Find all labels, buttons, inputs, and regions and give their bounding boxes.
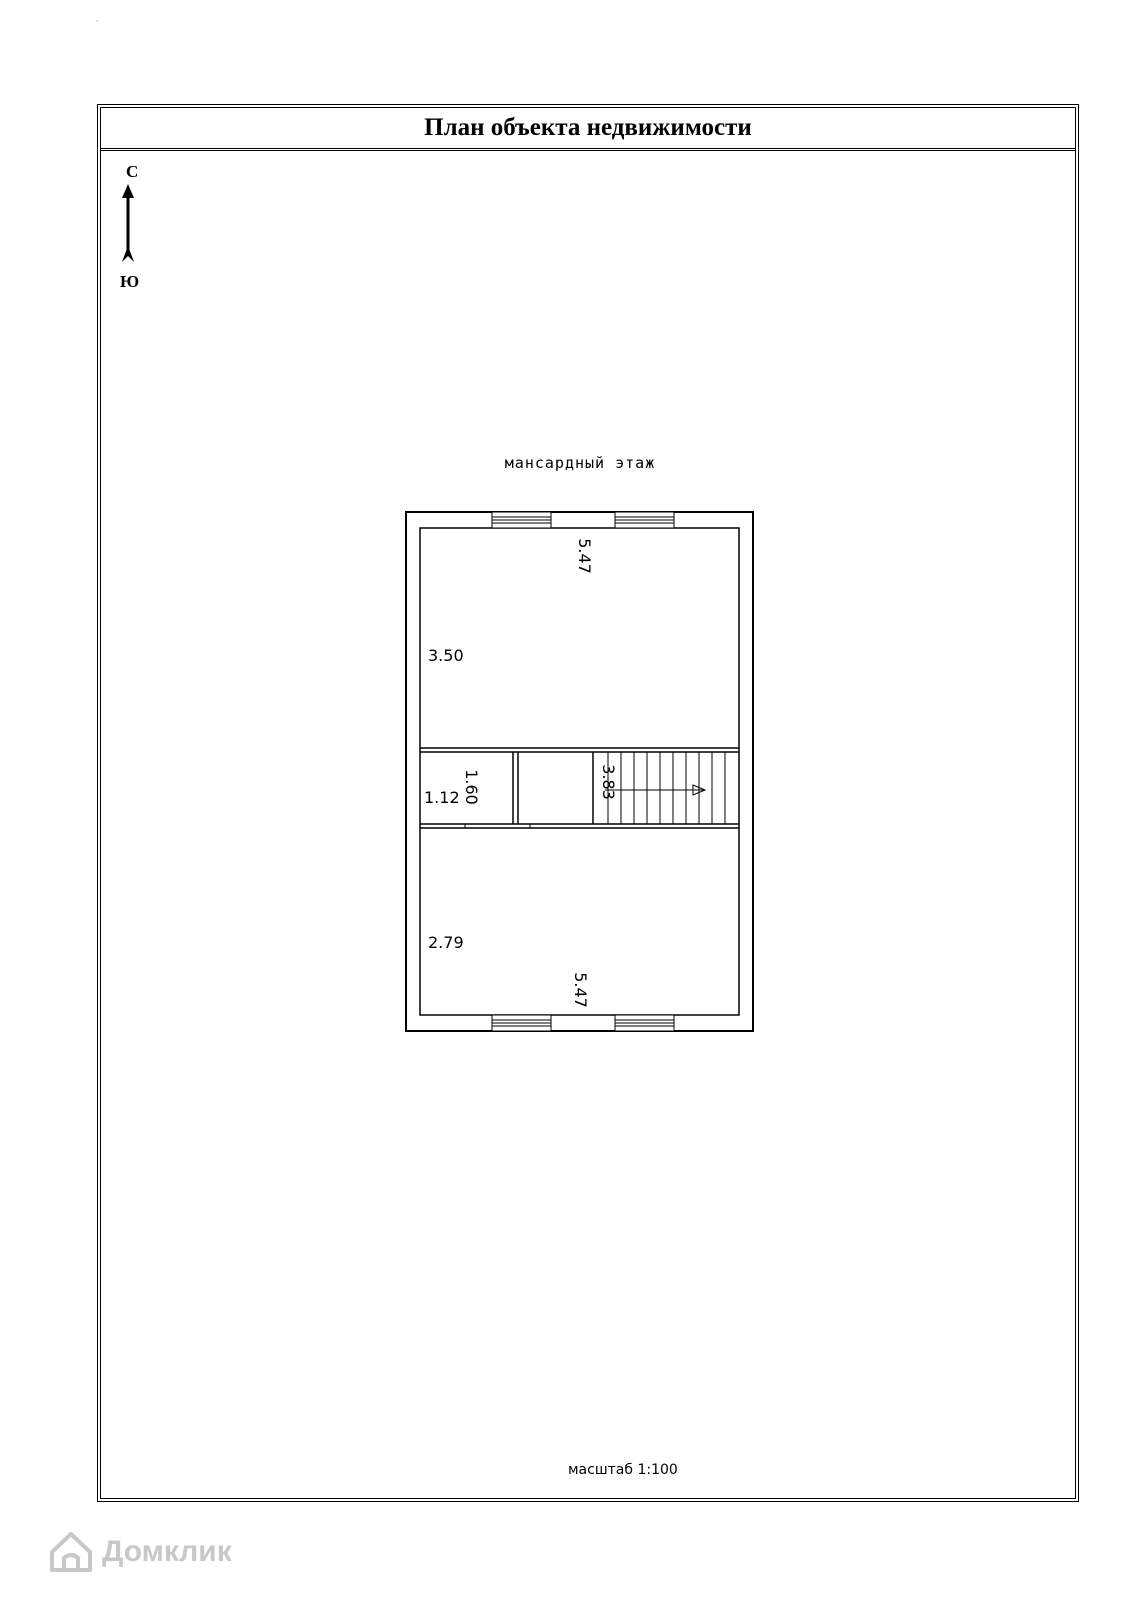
north-arrow-icon	[118, 184, 138, 264]
dim-bottom-room-depth: 2.79	[428, 933, 464, 952]
window-top-left	[492, 512, 551, 528]
floor-label: мансардный этаж	[504, 454, 656, 472]
title-separator	[100, 148, 1076, 151]
floor-plan	[405, 511, 755, 1041]
window-bottom-left	[492, 1015, 551, 1031]
window-bottom-right	[615, 1015, 674, 1031]
dim-top-room-width: 5.47	[574, 538, 594, 574]
staircase	[605, 752, 725, 824]
outer-wall	[406, 512, 753, 1031]
dim-bottom-room-width: 5.47	[570, 972, 590, 1008]
dim-stair-length: 3.83	[598, 764, 618, 800]
compass-south-label: Ю	[120, 272, 140, 291]
window-top-right	[615, 512, 674, 528]
watermark-text: Домклик	[102, 1535, 232, 1568]
house-logo-icon	[48, 1530, 94, 1574]
dim-hall-small-width: 1.12	[424, 788, 460, 807]
watermark	[48, 1530, 232, 1574]
dim-top-room-depth: 3.50	[428, 646, 464, 665]
compass-north-label: С	[126, 162, 139, 181]
dim-hall-small-depth: 1.60	[461, 769, 481, 805]
scale-label: масштаб 1:100	[568, 1462, 678, 1478]
scan-speck	[96, 20, 98, 22]
page-title: План объекта недвижимости	[424, 114, 752, 141]
